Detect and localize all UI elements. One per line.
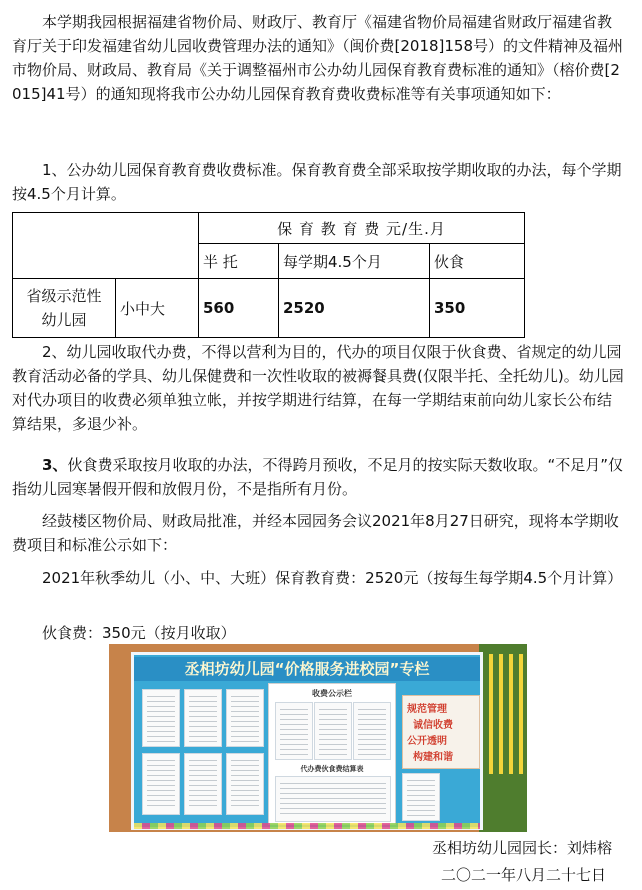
- row-school-type: 省级示范性 幼儿园: [13, 279, 116, 338]
- value-meal: 350: [430, 279, 525, 338]
- intro-paragraph: 本学期我园根据福建省物价局、财政厅、教育厅《福建省物价局福建省财政厅福建省教育厅关于印发福建省幼儿园收费管理办法的通知》（闽价费[2018]158号）的文件精神及福州市物价局、财政局、教育局《关于调整福州市公办幼儿园保育教育费标准的通知》（榕价费[2015]41号）的通知现将我市公办幼儿园保育教育费收费标准等有关事项通知如下：: [12, 13, 624, 103]
- posted-document: [142, 689, 180, 747]
- item3-text: 伙食费采取按月收取的办法，不得跨月预收，不足月的按实际天数收取。“不足月”仅指幼儿园寒暑假开假和放假月份，不是指所有月份。: [12, 456, 623, 498]
- settlement-table-title: 代办费伙食费结算表: [300, 765, 364, 773]
- photo-railing: [489, 654, 523, 774]
- col-per-term: 每学期4.5个月: [279, 244, 430, 279]
- slogan-line: 公开透明: [407, 736, 447, 747]
- meal-line: 伙食费：350元（按月收取）: [42, 624, 236, 642]
- settlement-table: [275, 776, 391, 822]
- fee-line: 2021年秋季幼儿（小、中、大班）保育教育费：2520元（按每生每学期4.5个月计算）: [42, 569, 623, 587]
- decorative-border: [134, 823, 480, 829]
- col-meal: 伙食: [430, 244, 525, 279]
- posted-document: [314, 702, 352, 760]
- principal-signature: 丞相坊幼儿园园长：刘炜榕: [431, 839, 612, 857]
- posted-document: [184, 689, 222, 747]
- item1-paragraph: 1、公办幼儿园保育教育费收费标准。保育教育费全部采取按学期收取的办法，每个学期按4.5个月计算。: [12, 161, 622, 203]
- approval-paragraph: 经鼓楼区物价局、财政局批准，并经本园园务会议2021年8月27日研究，现将本学期收费项目和标准公示如下：: [12, 512, 619, 554]
- table-header: 保 育 教 育 费 元/生.月: [199, 213, 525, 244]
- item2-paragraph: 2、幼儿园收取代办费，不得以营利为目的，代办的项目仅限于伙食费、省规定的幼儿园教育活动必备的学具、幼儿保健费和一次性收取的被褥餐具费(仅限半托、全托幼儿)。幼儿园对代办项目的收费必须单独立帐，并按学期进行结算，在每一学期结束前向幼儿家长公布结算结果，多退少补。: [12, 343, 624, 433]
- fee-notice-title: 收费公示栏: [312, 689, 352, 698]
- value-per-term: 2520: [279, 279, 430, 338]
- posted-document: [402, 773, 440, 821]
- fee-notice-panel: [268, 683, 396, 825]
- slogan-line: 规范管理: [407, 704, 447, 715]
- notice-board: [131, 652, 483, 830]
- col-half-care: 半 托: [199, 244, 279, 279]
- slogan-panel: [402, 695, 480, 769]
- posted-document: [142, 753, 180, 815]
- row-class-level: 小中大: [116, 279, 199, 338]
- item3-paragraph: [12, 453, 624, 501]
- fee-table: [12, 212, 525, 338]
- item3-number: 3、: [42, 456, 68, 474]
- table-blank-cell: [13, 213, 199, 279]
- posted-document: [275, 702, 313, 760]
- posted-document: [226, 753, 264, 815]
- signature-date: 二〇二一年八月二十七日: [440, 866, 606, 884]
- posted-document: [184, 753, 222, 815]
- posted-document: [353, 702, 391, 760]
- slogan-line: 构建和谐: [413, 752, 453, 763]
- slogan-line: 诚信收费: [413, 720, 453, 731]
- posted-document: [226, 689, 264, 747]
- value-half-care: 560: [199, 279, 279, 338]
- notice-board-photo: [109, 644, 527, 832]
- board-title: 丞相坊幼儿园“价格服务进校园”专栏: [134, 657, 480, 681]
